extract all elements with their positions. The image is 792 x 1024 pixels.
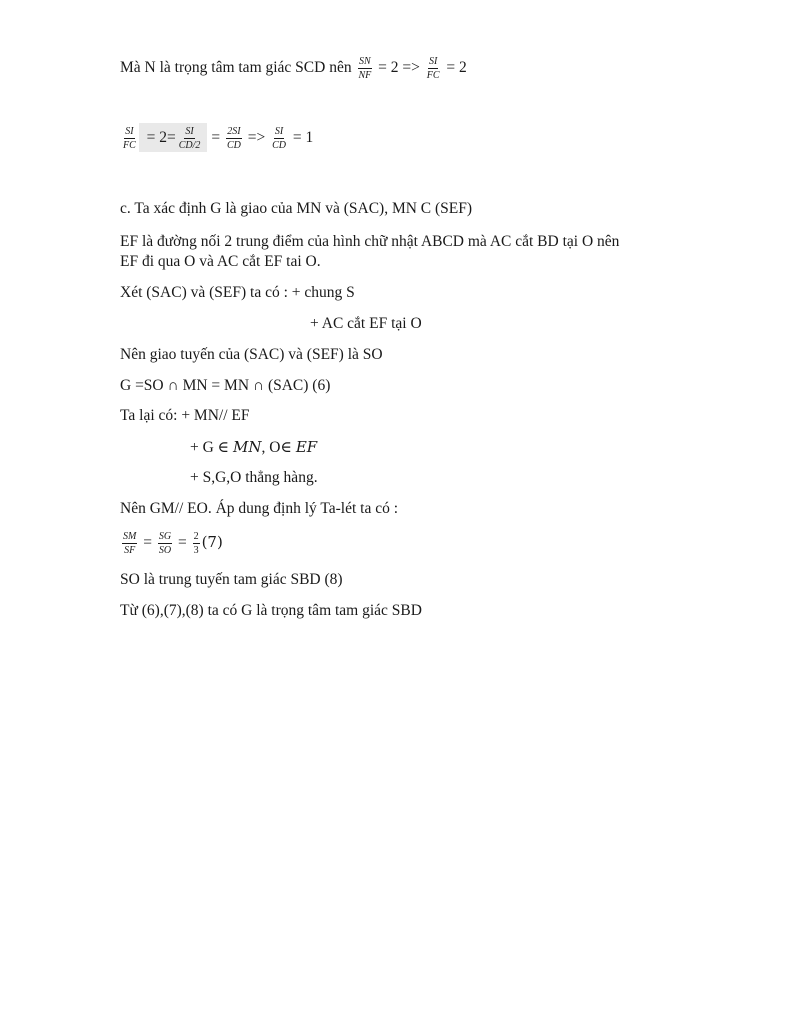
denominator: CD/2 <box>178 140 201 151</box>
fraction-si-cd <box>271 126 287 151</box>
text-run: , O∈ <box>261 439 296 456</box>
text-run: = <box>207 129 224 147</box>
text-run: Mà N là trọng tâm tam giác SCD nên <box>120 59 356 77</box>
paragraph-line: Nên giao tuyến của (SAC) và (SEF) là SO <box>120 346 383 363</box>
fraction-si-cd-half <box>178 126 202 151</box>
line-thales-ratio <box>120 531 223 556</box>
paragraph-line: G =SO ∩ MN = MN ∩ (SAC) (6) <box>120 377 331 394</box>
numerator: SI <box>274 126 284 137</box>
paragraph-line: Xét (SAC) và (SEF) ta có : + chung S <box>120 284 355 301</box>
fraction-sm-sf <box>122 531 137 556</box>
text-run: = 2 <box>442 59 467 77</box>
numerator: SG <box>158 531 172 542</box>
numerator: SI <box>125 126 134 137</box>
paragraph-line-indented: + AC cắt EF tại O <box>310 315 422 332</box>
fraction-sn-nf <box>357 56 372 81</box>
paragraph-line-indented <box>190 437 317 458</box>
text-run: + G ∈ <box>190 439 234 456</box>
text-run: = <box>174 534 191 552</box>
denominator: NF <box>358 70 372 81</box>
paragraph-line: EF đi qua O và AC cắt EF tai O. <box>120 253 321 270</box>
denominator: FC <box>123 140 136 151</box>
fraction-two-thirds <box>193 531 200 556</box>
shaded-expression <box>139 123 208 152</box>
numerator: SI <box>185 126 194 137</box>
line-ratio-chain <box>120 126 313 151</box>
denominator: SF <box>124 545 136 556</box>
math-run: MN <box>233 438 262 456</box>
line-part-c-heading: c. Ta xác định G là giao của MN và (SAC), MN C (SEF) <box>120 200 473 217</box>
fraction-si-fc <box>426 56 441 81</box>
numerator: SN <box>359 56 371 67</box>
paragraph-line: SO là trung tuyến tam giác SBD (8) <box>120 571 343 588</box>
text-run: => <box>243 129 270 147</box>
fraction-2si-cd <box>226 126 242 151</box>
denominator: CD <box>272 140 286 151</box>
text-run: = <box>139 534 156 552</box>
paragraph-line: Ta lại có: + MN// EF <box>120 407 250 424</box>
line-centroid-scd <box>120 56 467 81</box>
denominator: FC <box>426 70 440 81</box>
paragraph-line: EF là đường nối 2 trung điểm của hình chữ nhật ABCD mà AC cắt BD tại O nên <box>120 233 620 250</box>
fraction-sg-so <box>158 531 172 556</box>
text-run: = 2 => <box>374 59 424 77</box>
fraction-si-fc <box>122 126 137 151</box>
text-run: (7) <box>201 533 223 552</box>
denominator: SO <box>158 545 172 556</box>
math-run: EF <box>295 438 318 456</box>
denominator: 3 <box>193 545 199 556</box>
numerator: SM <box>123 531 137 542</box>
text-run: = 1 <box>288 129 314 147</box>
denominator: CD <box>226 140 241 151</box>
paragraph-line: Nên GM// EO. Áp dung định lý Ta-lét ta có : <box>120 500 399 517</box>
numerator: SI <box>428 56 438 67</box>
numerator: 2 <box>193 531 199 542</box>
paragraph-line-indented: + S,G,O thẳng hàng. <box>190 469 318 486</box>
text-run: = 2= <box>142 129 176 147</box>
numerator: 2SI <box>227 126 241 137</box>
paragraph-line: Từ (6),(7),(8) ta có G là trọng tâm tam giác SBD <box>120 602 422 619</box>
